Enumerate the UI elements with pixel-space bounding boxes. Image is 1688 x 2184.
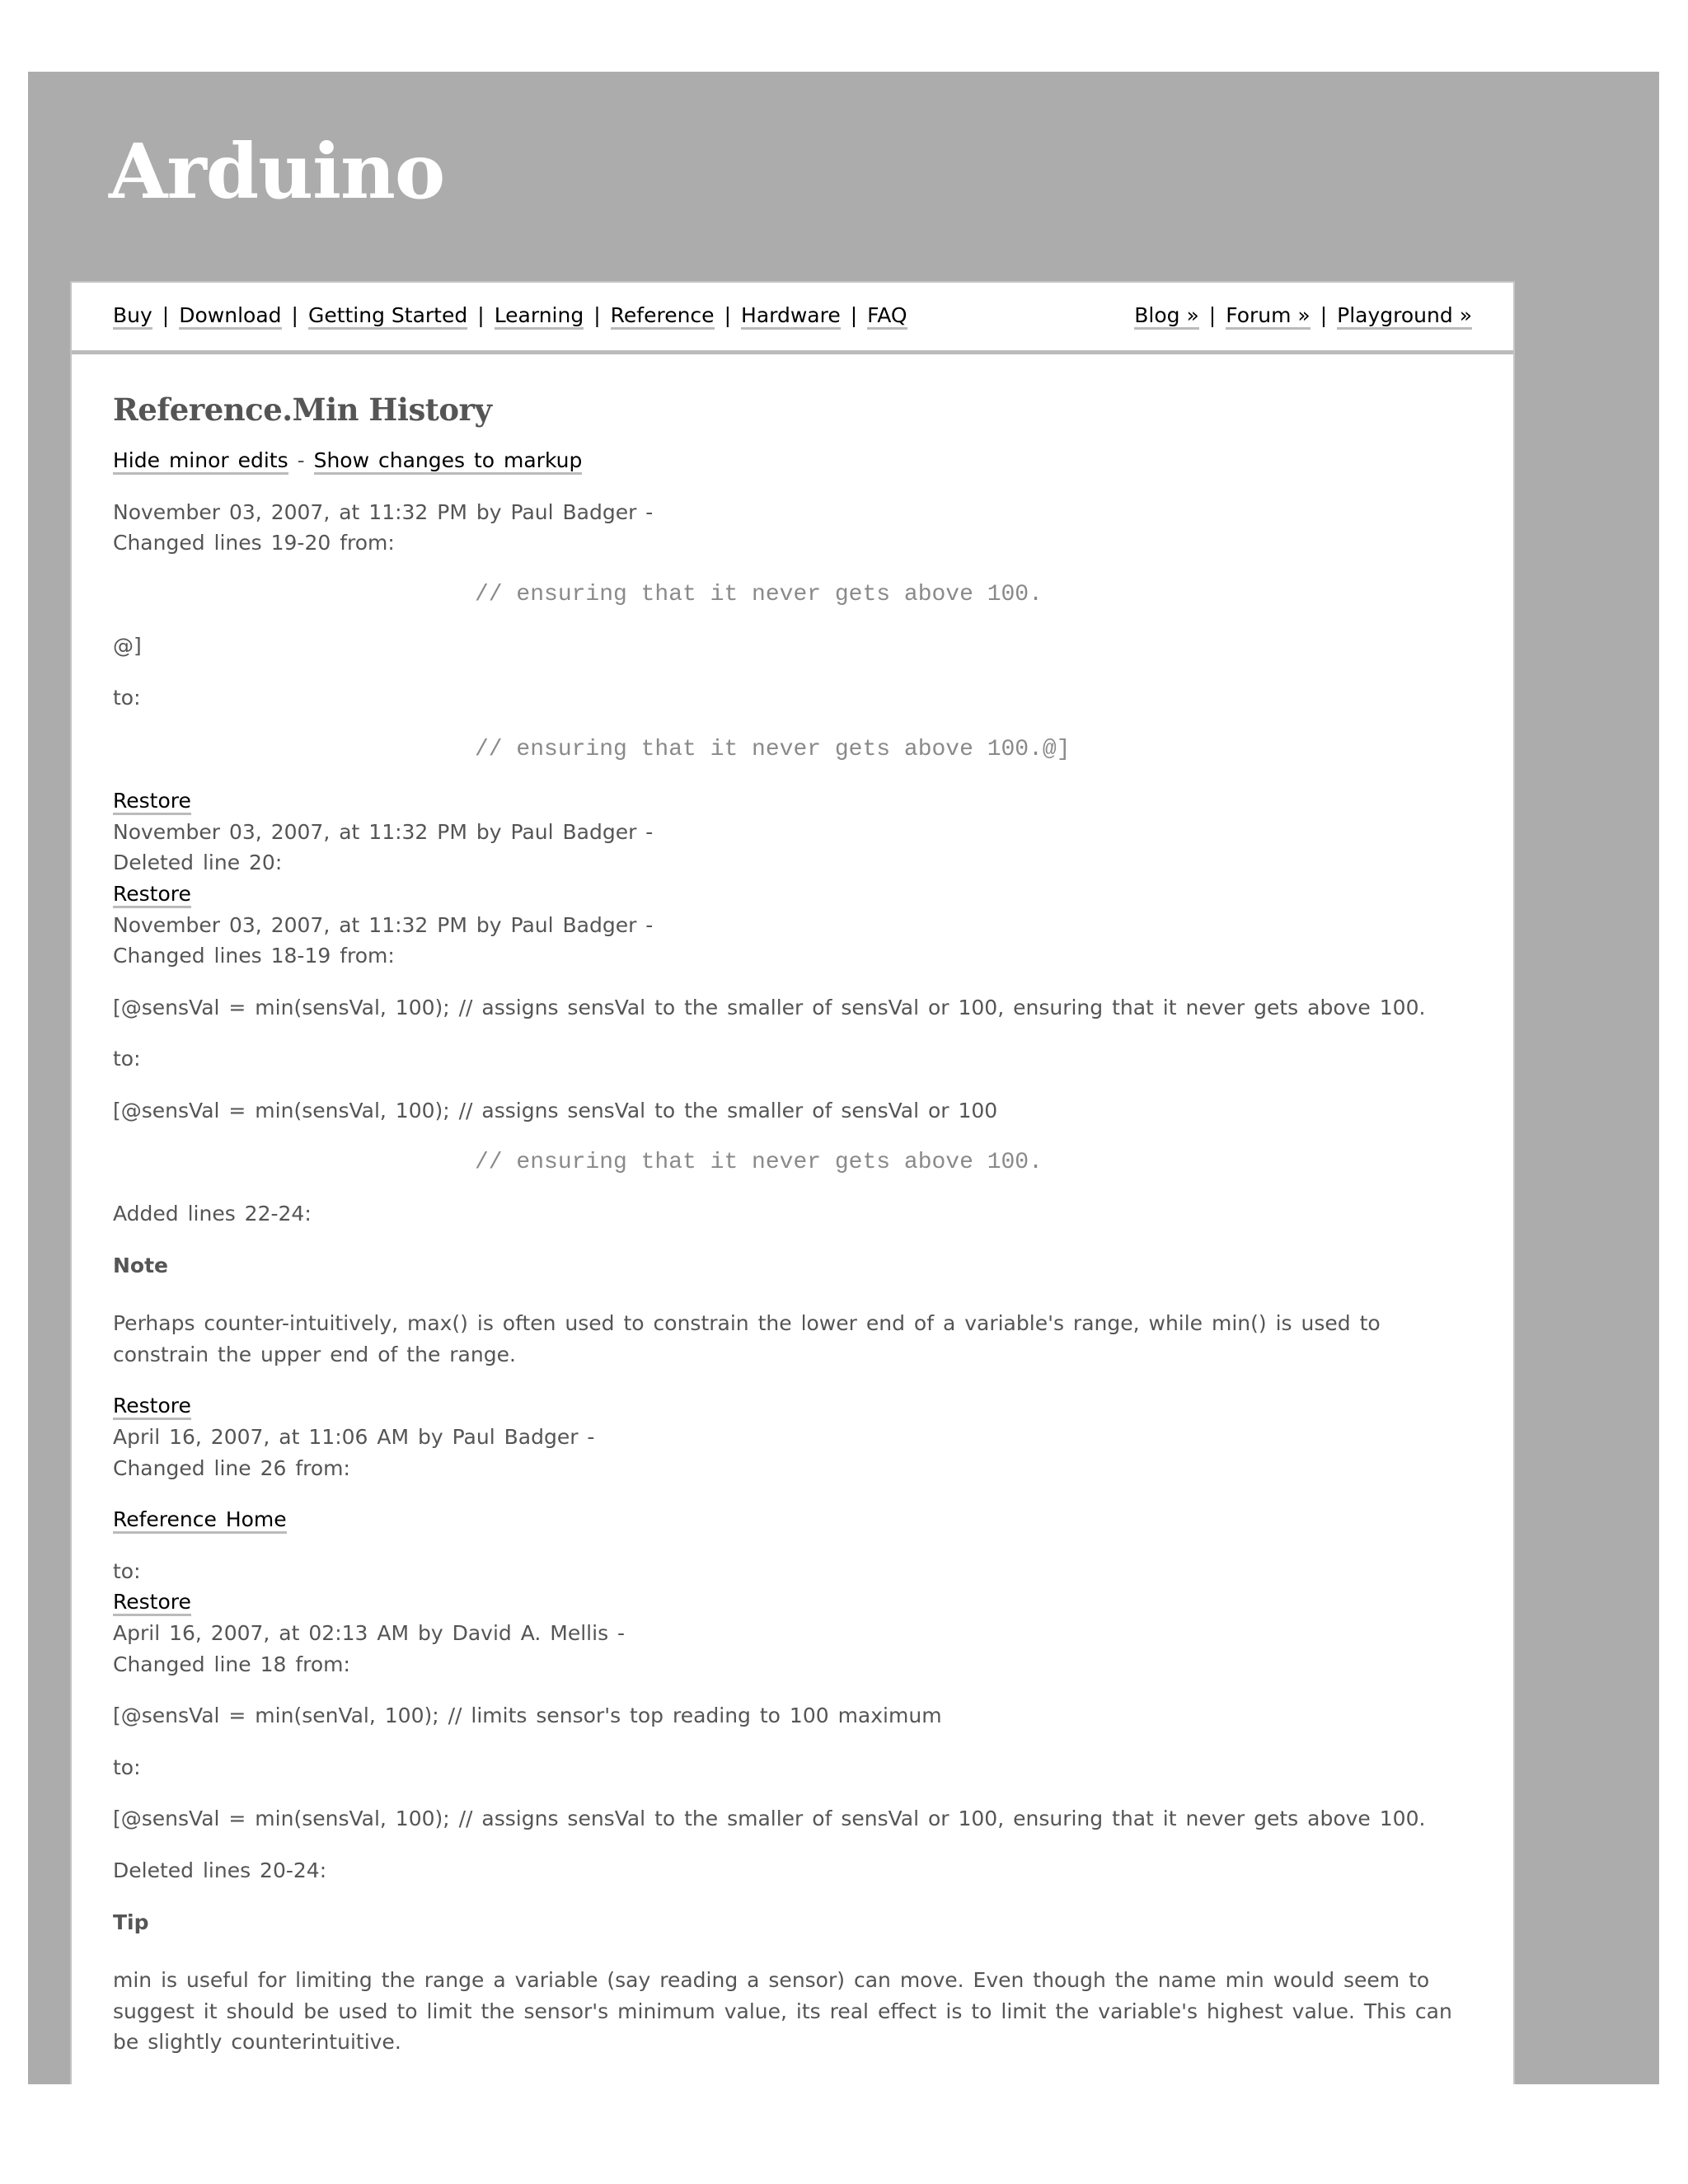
nav-buy[interactable]: Buy — [113, 303, 152, 330]
nav-separator: | — [850, 303, 858, 327]
toolbar-dash: - — [297, 448, 305, 472]
nav-separator: | — [162, 303, 170, 327]
reference-home-link[interactable]: Reference Home — [113, 1507, 287, 1534]
history-entry — [113, 785, 1472, 879]
diff-text-from-tail: @] — [113, 634, 142, 658]
diff-to-label: to: — [113, 1755, 141, 1779]
nav-separator: | — [291, 303, 298, 327]
nav-reference[interactable]: Reference — [611, 303, 715, 330]
site-title: Arduino — [109, 127, 445, 216]
history-entry — [113, 497, 1472, 559]
nav-hardware[interactable]: Hardware — [741, 303, 841, 330]
history-toolbar — [113, 445, 1472, 476]
nav-download[interactable]: Download — [179, 303, 281, 330]
show-markup-changes-link[interactable]: Show changes to markup — [314, 448, 583, 475]
nav-separator: | — [593, 303, 601, 327]
restore-link[interactable]: Restore — [113, 789, 191, 815]
nav-faq[interactable]: FAQ — [867, 303, 907, 330]
history-entry — [113, 879, 1472, 972]
nav-separator: | — [1320, 303, 1328, 327]
site-panel — [28, 72, 1659, 2084]
diff-text-to: [@sensVal = min(sensVal, 100); // assigns sensVal to the smaller of sensVal or 100 — [113, 1098, 998, 1122]
diff-text-from: [@sensVal = min(sensVal, 100); // assigns sensVal to the smaller of sensVal or 100, ensuring that it never gets above 100. — [113, 995, 1426, 1019]
nav-right — [1134, 303, 1472, 330]
tip-heading: Tip — [113, 1910, 149, 1934]
history-entry — [113, 1586, 1472, 1680]
restore-link[interactable]: Restore — [113, 882, 191, 908]
nav-playground[interactable]: Playground » — [1337, 303, 1472, 330]
nav-separator: | — [724, 303, 732, 327]
entry-meta: November 03, 2007, at 11:32 PM by Paul Badger - — [113, 912, 654, 937]
diff-code-to: // ensuring that it never gets above 100.@] — [475, 736, 1071, 762]
entry-meta: November 03, 2007, at 11:32 PM by Paul Badger - — [113, 499, 654, 524]
entry-change: Changed line 26 from: — [113, 1455, 350, 1480]
page-content — [72, 354, 1513, 2058]
entry-change: Changed line 18 from: — [113, 1652, 350, 1676]
entry-change: Changed lines 19-20 from: — [113, 531, 395, 555]
diff-text-from: [@sensVal = min(senVal, 100); // limits sensor's top reading to 100 maximum — [113, 1704, 942, 1728]
note-text: Perhaps counter-intuitively, max() is often used to constrain the lower end of a variable's range, while min() is used to constrain the upper end of the range. — [113, 1311, 1381, 1366]
diff-text-to: [@sensVal = min(sensVal, 100); // assigns sensVal to the smaller of sensVal or 100, ensuring that it never gets above 100. — [113, 1807, 1426, 1831]
entry-change: Changed lines 18-19 from: — [113, 944, 395, 968]
diff-added-label: Added lines 22-24: — [113, 1202, 312, 1226]
nav-blog[interactable]: Blog » — [1134, 303, 1199, 330]
main-box — [70, 281, 1515, 2084]
diff-to-label: to: — [113, 1558, 141, 1583]
page-title: Reference.Min History — [113, 391, 492, 428]
restore-link[interactable]: Restore — [113, 1394, 191, 1420]
nav-left — [113, 303, 907, 330]
diff-code-from: // ensuring that it never gets above 100. — [475, 581, 1043, 607]
nav-learning[interactable]: Learning — [495, 303, 584, 330]
entry-meta: April 16, 2007, at 11:06 AM by Paul Badger - — [113, 1425, 595, 1450]
top-nav — [72, 283, 1513, 354]
diff-to-label: to: — [113, 1047, 141, 1071]
tip-text: min is useful for limiting the range a variable (say reading a sensor) can move. Even though the name min would seem to suggest it should be used to limit the sensor's minimum value, its real effect is to limit the variable's highest value. This can be slightly counterintuitive. — [113, 1968, 1452, 2055]
entry-meta: April 16, 2007, at 02:13 AM by David A. Mellis - — [113, 1621, 626, 1646]
nav-forum[interactable]: Forum » — [1226, 303, 1311, 330]
diff-code-to: // ensuring that it never gets above 100. — [475, 1149, 1043, 1175]
entry-meta: November 03, 2007, at 11:32 PM by Paul Badger - — [113, 819, 654, 844]
entry-change: Deleted line 20: — [113, 851, 283, 875]
note-heading: Note — [113, 1253, 169, 1277]
restore-link[interactable]: Restore — [113, 1590, 191, 1616]
history-entry — [113, 1390, 1472, 1483]
nav-getting-started[interactable]: Getting Started — [308, 303, 467, 330]
diff-to-label: to: — [113, 685, 141, 710]
nav-separator: | — [477, 303, 485, 327]
nav-separator: | — [1208, 303, 1217, 327]
diff-deleted-label: Deleted lines 20-24: — [113, 1858, 327, 1882]
hide-minor-edits-link[interactable]: Hide minor edits — [113, 448, 288, 475]
